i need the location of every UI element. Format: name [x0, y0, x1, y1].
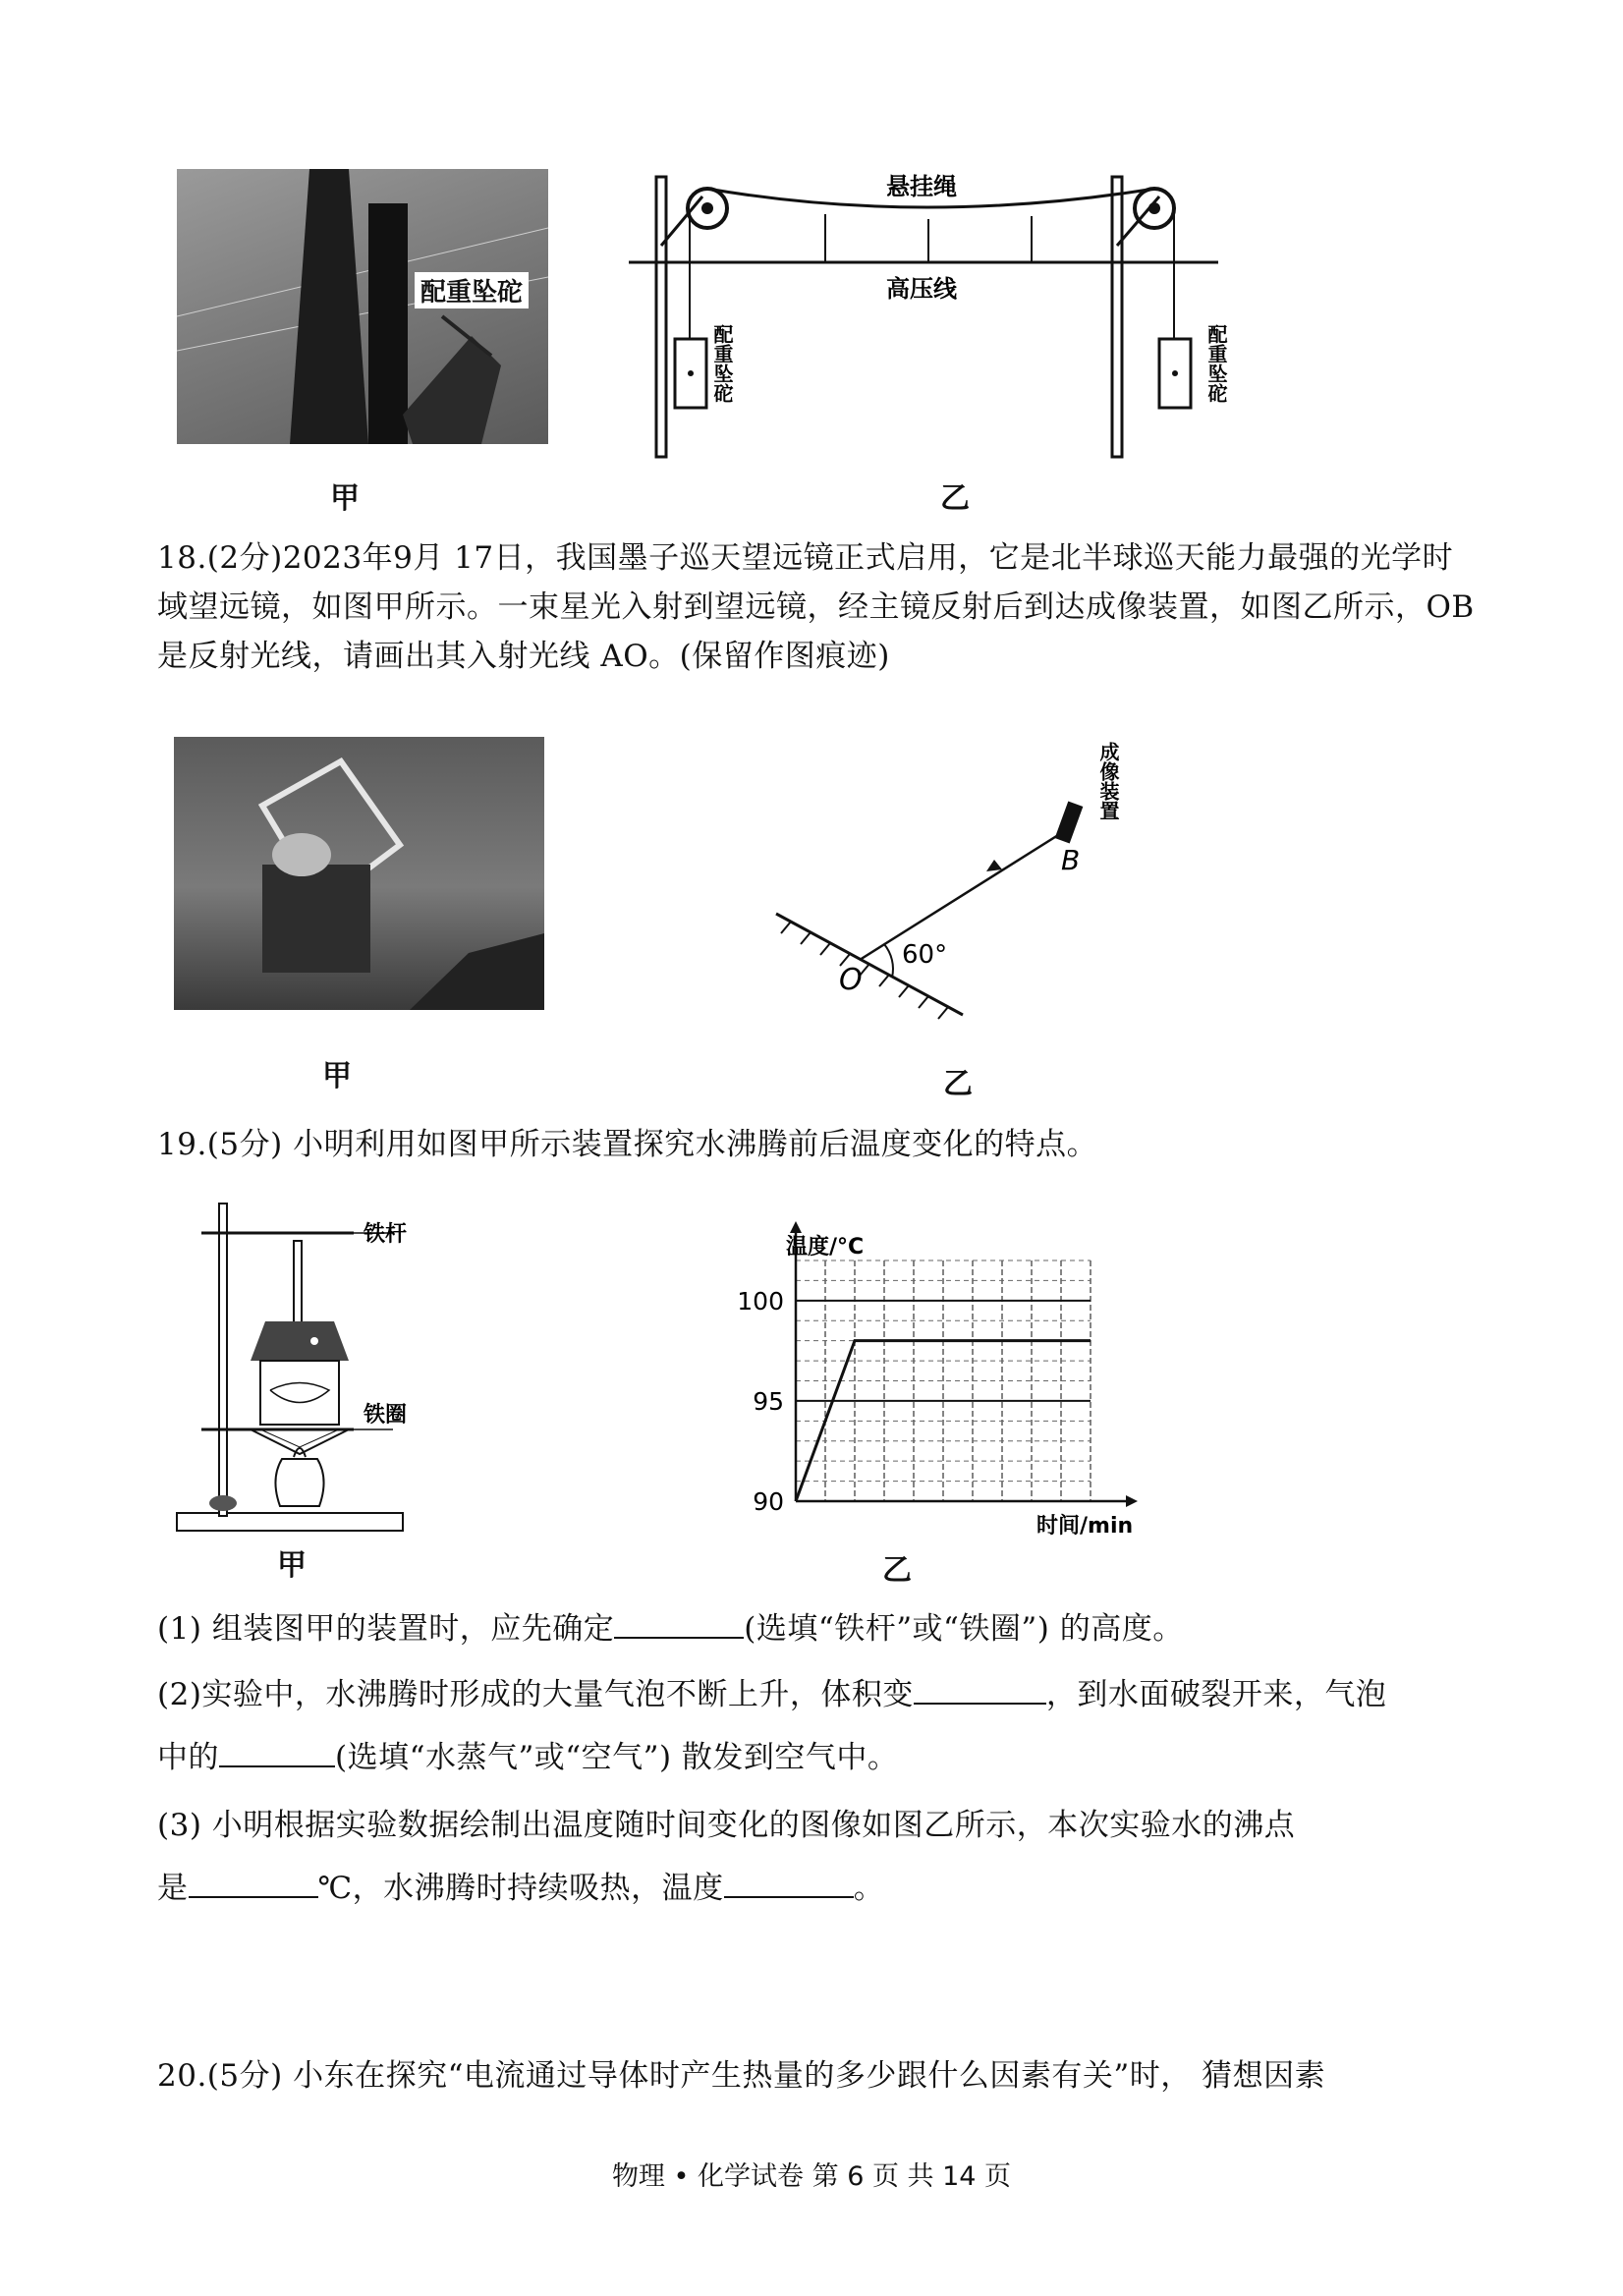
q19-text: 19.(5分) 小明利用如图甲所示装置探究水沸腾前后温度变化的特点。 [157, 1127, 1098, 1162]
q19-apparatus-caption: 甲 [277, 1548, 307, 1583]
beaker-lid [251, 1321, 349, 1361]
q19-blank-4[interactable] [189, 1864, 318, 1898]
iron-rod-label: 铁杆 [364, 1222, 408, 1247]
q18-text: 18.(2分)2023年9月 17日，我国墨子巡天望远镜正式启用，它是北半球巡天能力最强的光学时域望远镜，如图甲所示。一束星光入射到望远镜，经主镜反射后到达成像装置，如图乙所示，OB是反射光线，请画出其入射光线 AO。(保留作图痕迹) [157, 540, 1475, 674]
q19-blank-2[interactable] [914, 1670, 1046, 1705]
telescope-photo-art [174, 737, 544, 1010]
q19-blank-1[interactable] [614, 1604, 744, 1639]
wire-label: 高压线 [886, 275, 957, 303]
weight-label-left: 配重坠砣 [710, 324, 734, 403]
fig17-photo-caption: 甲 [330, 481, 360, 516]
q19-sub3-text-a: (3) 小明根据实验数据绘制出温度随时间变化的图像如图乙所示，本次实验水的沸点 [157, 1808, 1296, 1843]
q20-text: 20.(5分) 小东在探究“电流通过导体时产生热量的多少跟什么因素有关”时， 猜想因素 [157, 2058, 1326, 2094]
y-tick-label: 100 [737, 1286, 784, 1316]
counterweight-photo-label: 配重坠砣 [415, 272, 529, 308]
x-axis-arrow [1126, 1495, 1138, 1507]
q19-sub2-text-d: (选填“水蒸气”或“空气”) 散发到空气中。 [335, 1740, 899, 1775]
point-o-label: O [839, 963, 863, 997]
ray-arrow [986, 860, 1002, 871]
device-label: 成像装置 [1096, 742, 1120, 820]
y-axis-arrow [790, 1221, 802, 1233]
point-b-label: B [1061, 844, 1081, 876]
q19-sub1-text-b: (选填“铁杆”或“铁圈”) 的高度。 [744, 1611, 1184, 1647]
q19-sub2-text-c: 中的 [157, 1740, 219, 1775]
power-line-diagram [629, 167, 1228, 462]
reflected-ray [860, 830, 1066, 960]
stand-rod [219, 1204, 227, 1516]
chart-axes [790, 1221, 1138, 1507]
q19-sub3 [157, 1801, 1479, 1850]
right-pole [1112, 177, 1122, 457]
q19-sub3-text-d: 。 [853, 1871, 885, 1906]
q19-sub3-text-b: 是 [157, 1871, 189, 1906]
y-tick-label: 90 [753, 1487, 784, 1516]
q19-blank-5[interactable] [724, 1864, 854, 1898]
q19-sub2-text-a: (2)实验中，水沸腾时形成的大量气泡不断上升，体积变 [157, 1677, 914, 1712]
q19-sub2-cont [157, 1733, 1479, 1782]
weight-label-right: 配重坠砣 [1204, 324, 1228, 403]
iron-ring-label: 铁圈 [364, 1403, 408, 1428]
boiling-apparatus [172, 1194, 467, 1567]
alcohol-lamp [275, 1459, 323, 1506]
q19-sub1 [157, 1604, 1479, 1653]
q19-sub2 [157, 1670, 1479, 1719]
q19-sub3-text-c: ℃，水沸腾时持续吸热，温度 [317, 1871, 724, 1906]
chart-ticks [737, 1287, 784, 1516]
q19-sub3-cont [157, 1864, 1479, 1913]
imaging-device [1055, 801, 1084, 843]
q18-photo-caption: 甲 [322, 1059, 352, 1093]
angle-label: 60° [902, 940, 948, 970]
q19-graph-caption: 乙 [882, 1553, 912, 1588]
reflection-diagram [766, 722, 1199, 1027]
temperature-time-chart [712, 1216, 1174, 1540]
fig17-diagram-caption: 乙 [940, 481, 970, 516]
chart-xlabel: 时间/min [1036, 1514, 1134, 1539]
page-footer: 物理 • 化学试卷 第 6 页 共 14 页 [611, 2161, 1012, 2192]
q19-blank-3[interactable] [219, 1733, 335, 1767]
stand-base [177, 1513, 403, 1531]
tower-photo [177, 169, 548, 444]
q18-diagram-caption: 乙 [943, 1067, 973, 1101]
telescope-photo [174, 737, 544, 1010]
y-tick-label: 95 [753, 1386, 784, 1416]
rope-label: 悬挂绳 [886, 173, 957, 200]
q19-sub1-text-a: (1) 组装图甲的装置时，应先确定 [157, 1611, 615, 1647]
q19-sub2-text-b: ，到水面破裂开来，气泡 [1045, 1677, 1387, 1712]
left-pole [656, 177, 666, 457]
chart-ylabel: 温度/°C [786, 1235, 865, 1260]
